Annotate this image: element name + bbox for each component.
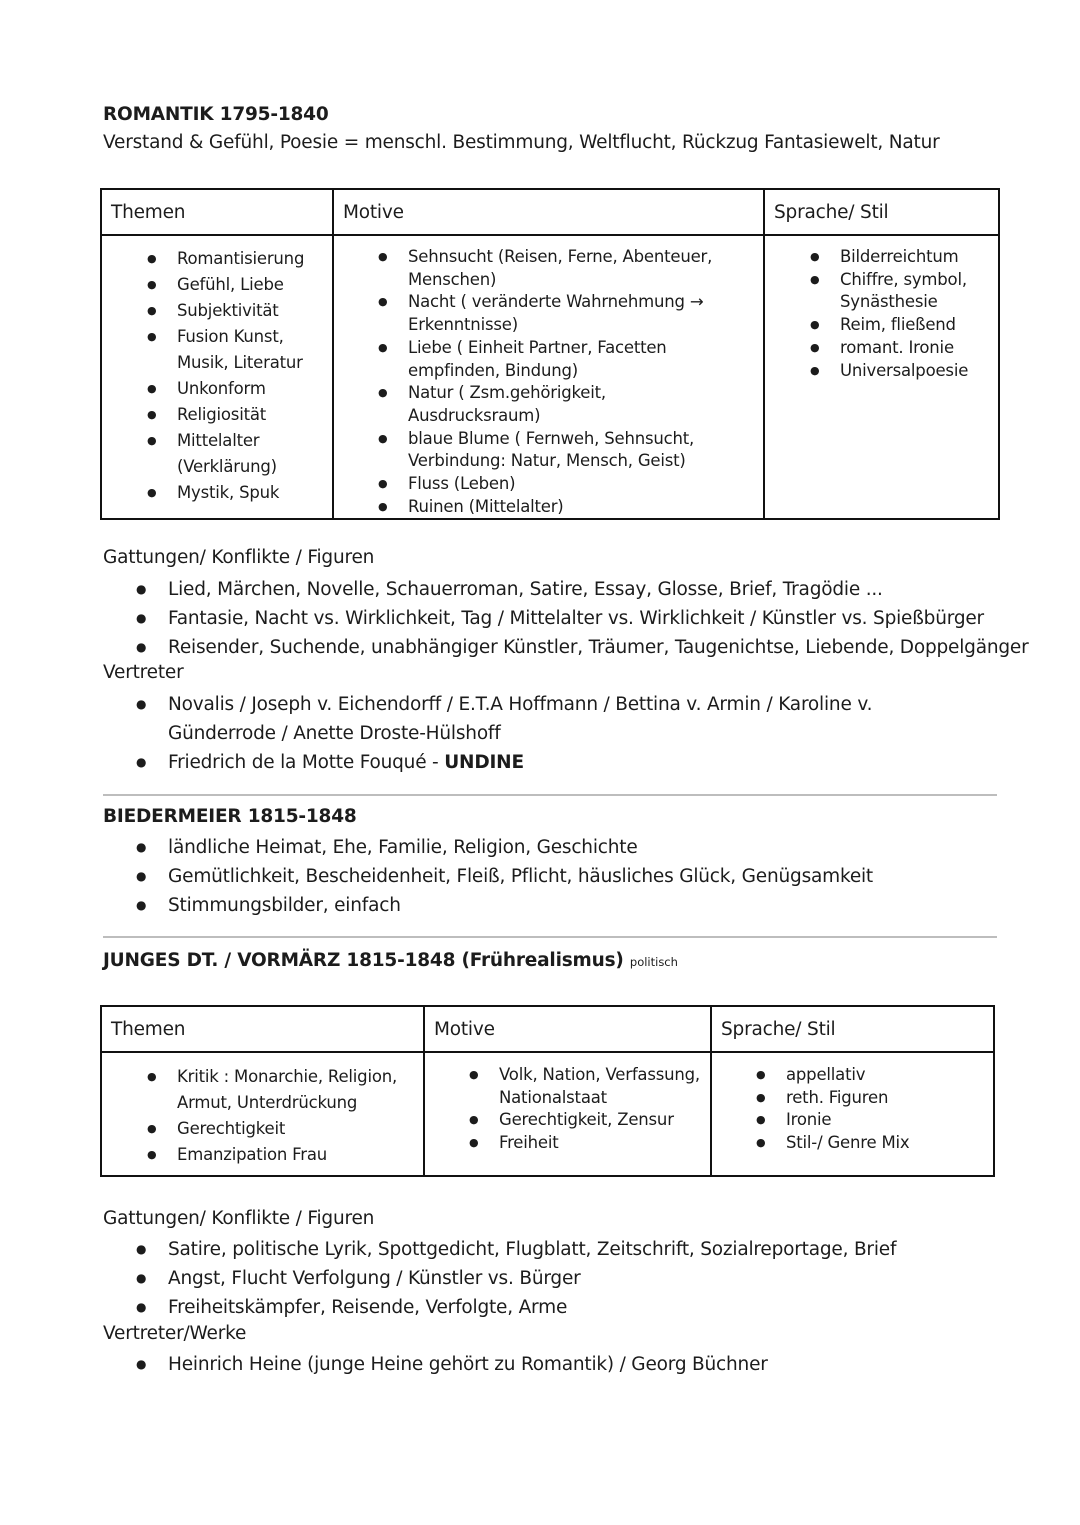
vormaerz-header-stil: Sprache/ Stil (711, 1006, 994, 1052)
list-item: ● Emanzipation Frau (177, 1142, 403, 1168)
list-item: ● Natur ( Zsm.gehörigkeit, Ausdrucksraum) (408, 382, 743, 427)
list-item: ● Kritik : Monarchie, Religion, Armut, Unterdrückung (177, 1064, 403, 1116)
list-item: ● Volk, Nation, Verfassung, Nationalstaat (499, 1064, 704, 1109)
vormaerz-themen-cell (101, 1052, 424, 1176)
vormaerz-stil-cell (711, 1052, 994, 1176)
list-item: ● Liebe ( Einheit Partner, Facetten empfinden, Bindung) (408, 337, 743, 382)
vormaerz-gattungen-list (0, 1235, 896, 1322)
list-item: ● Gerechtigkeit (177, 1116, 403, 1142)
romantik-title: ROMANTIK 1795-1840 (103, 104, 329, 125)
romantik-header-themen: Themen (101, 189, 333, 235)
list-item: ● Universalpoesie (840, 360, 990, 383)
list-item: ● Heinrich Heine (junge Heine gehört zu Romantik) / Georg Büchner (0, 1350, 768, 1379)
list-item: ● reth. Figuren (786, 1087, 985, 1110)
vormaerz-header-themen: Themen (101, 1006, 424, 1052)
vormaerz-motive-cell (424, 1052, 711, 1176)
list-item: ● Novalis / Joseph v. Eichendorff / E.T.A Hoffmann / Bettina v. Armin / Karoline v. Günderrode / Anette Droste-Hülshoff (0, 690, 978, 748)
list-item: ● blaue Blume ( Fernweh, Sehnsucht, Verbindung: Natur, Mensch, Geist) (408, 428, 743, 473)
list-item: ● Lied, Märchen, Novelle, Schauerroman, Satire, Essay, Glosse, Brief, Tragödie ... (0, 575, 1029, 604)
vormaerz-title: JUNGES DT. / VORMÄRZ 1815-1848 (Frührealismus) politisch (103, 950, 678, 971)
list-item: ● Mittelalter (Verklärung) (177, 428, 332, 480)
list-item: ● Freiheit (499, 1132, 704, 1155)
romantik-gattungen-list (0, 575, 1029, 662)
romantik-table (100, 188, 1000, 520)
vormaerz-vertreter-label: Vertreter/Werke (103, 1323, 247, 1344)
romantik-vertreter-list (0, 690, 978, 777)
vormaerz-vertreter-list (0, 1350, 768, 1379)
list-item: ● Gerechtigkeit, Zensur (499, 1109, 704, 1132)
list-item: ● romant. Ironie (840, 337, 990, 360)
biedermeier-title: BIEDERMEIER 1815-1848 (103, 806, 357, 827)
list-item: ● Sehnsucht (Reisen, Ferne, Abenteuer, Menschen) (408, 246, 743, 291)
list-item: ● Reim, fließend (840, 314, 990, 337)
list-item: ● Ruinen (Mittelalter) (408, 496, 743, 519)
list-item: ● Fantasie, Nacht vs. Wirklichkeit, Tag / Mittelalter vs. Wirklichkeit / Künstler vs. Spießbürger (0, 604, 1029, 633)
list-item: ● Fluss (Leben) (408, 473, 743, 496)
list-item: ● ländliche Heimat, Ehe, Familie, Religion, Geschichte (0, 833, 873, 862)
vormaerz-gattungen-label: Gattungen/ Konflikte / Figuren (103, 1208, 375, 1229)
romantik-motive-cell (333, 235, 764, 519)
list-item: ● Mystik, Spuk (177, 480, 332, 506)
list-item: ● Reisender, Suchende, unabhängiger Künstler, Träumer, Taugenichtse, Liebende, Doppelgänger (0, 633, 1029, 662)
list-item: ● Ironie (786, 1109, 985, 1132)
romantik-subtitle: Verstand & Gefühl, Poesie = menschl. Bestimmung, Weltflucht, Rückzug Fantasiewelt, Natur (103, 132, 940, 153)
vormaerz-header-motive: Motive (424, 1006, 711, 1052)
romantik-stil-cell (764, 235, 999, 519)
list-item: ● Stil-/ Genre Mix (786, 1132, 985, 1155)
list-item: ● Gemütlichkeit, Bescheidenheit, Fleiß, Pflicht, häusliches Glück, Genügsamkeit (0, 862, 873, 891)
divider (103, 936, 997, 938)
list-item: ● Friedrich de la Motte Fouqué - UNDINE (0, 748, 978, 777)
biedermeier-list (0, 833, 873, 920)
list-item: ● Freiheitskämpfer, Reisende, Verfolgte, Arme (0, 1293, 896, 1322)
list-item: ● Romantisierung (177, 246, 332, 272)
list-item: ● Fusion Kunst, Musik, Literatur (177, 324, 332, 376)
romantik-vertreter-label: Vertreter (103, 662, 184, 683)
list-item: ● Angst, Flucht Verfolgung / Künstler vs. Bürger (0, 1264, 896, 1293)
romantik-header-stil: Sprache/ Stil (764, 189, 999, 235)
list-item: ● Chiffre, symbol, Synästhesie (840, 269, 990, 314)
romantik-gattungen-label: Gattungen/ Konflikte / Figuren (103, 547, 375, 568)
list-item: ● Unkonform (177, 376, 332, 402)
list-item: ● Subjektivität (177, 298, 332, 324)
romantik-themen-cell (101, 235, 333, 519)
list-item: ● Stimmungsbilder, einfach (0, 891, 873, 920)
list-item: ● appellativ (786, 1064, 985, 1087)
list-item: ● Satire, politische Lyrik, Spottgedicht, Flugblatt, Zeitschrift, Sozialreportage, Brief (0, 1235, 896, 1264)
vormaerz-table (100, 1005, 995, 1177)
list-item: ● Bilderreichtum (840, 246, 990, 269)
list-item: ● Gefühl, Liebe (177, 272, 332, 298)
list-item: ● Religiosität (177, 402, 332, 428)
romantik-header-motive: Motive (333, 189, 764, 235)
divider (103, 794, 997, 796)
list-item: ● Nacht ( veränderte Wahrnehmung → Erkenntnisse) (408, 291, 743, 336)
